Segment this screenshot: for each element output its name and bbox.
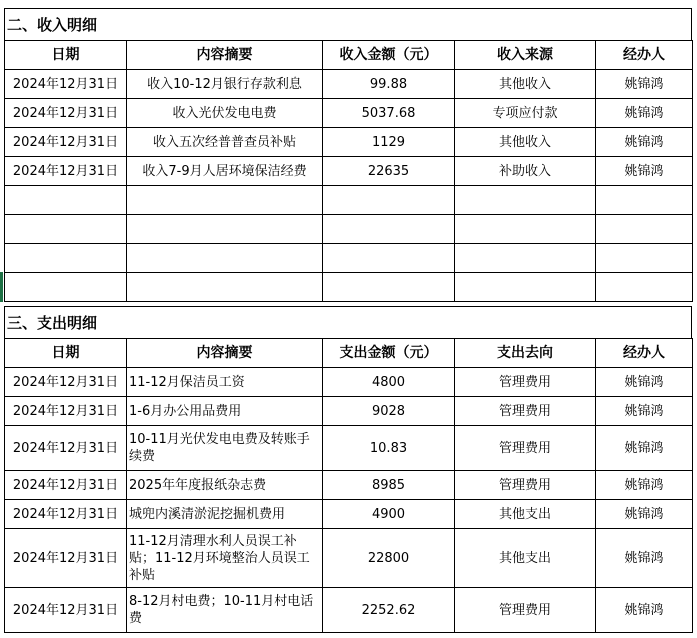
cell-amount[interactable]: 1129	[323, 128, 455, 157]
expense-table	[4, 338, 693, 633]
header-source[interactable]: 收入来源	[455, 41, 596, 70]
cell-date[interactable]: 2024年12月31日	[5, 99, 127, 128]
header-summary[interactable]: 内容摘要	[127, 41, 323, 70]
table-row	[5, 99, 693, 128]
empty-cell[interactable]	[5, 186, 127, 215]
cell-summary[interactable]: 收入10-12月银行存款利息	[127, 70, 323, 99]
empty-cell[interactable]	[127, 273, 323, 302]
cell-date[interactable]: 2024年12月31日	[5, 588, 127, 633]
cell-date[interactable]: 2024年12月31日	[5, 368, 127, 397]
empty-cell[interactable]	[5, 215, 127, 244]
cell-summary[interactable]: 收入7-9月人居环境保洁经费	[127, 157, 323, 186]
empty-cell[interactable]	[596, 186, 693, 215]
cell-handler[interactable]: 姚锦鸿	[596, 368, 693, 397]
empty-cell[interactable]	[127, 244, 323, 273]
table-row	[5, 397, 693, 426]
cell-summary[interactable]: 11-12月保洁员工资	[127, 368, 323, 397]
header-amount[interactable]: 支出金额（元）	[323, 339, 455, 368]
empty-cell[interactable]	[455, 244, 596, 273]
cell-date[interactable]: 2024年12月31日	[5, 529, 127, 588]
cell-destination[interactable]: 管理费用	[455, 397, 596, 426]
empty-row	[5, 215, 693, 244]
cell-amount[interactable]: 22800	[323, 529, 455, 588]
cell-date[interactable]: 2024年12月31日	[5, 397, 127, 426]
cell-handler[interactable]: 姚锦鸿	[596, 588, 693, 633]
cell-handler[interactable]: 姚锦鸿	[596, 70, 693, 99]
cell-destination[interactable]: 管理费用	[455, 426, 596, 471]
empty-cell[interactable]	[5, 273, 127, 302]
cell-summary[interactable]: 收入五次经普普查员补贴	[127, 128, 323, 157]
expense-header-row	[5, 339, 693, 368]
empty-cell[interactable]	[127, 215, 323, 244]
cell-amount[interactable]: 8985	[323, 471, 455, 500]
empty-row	[5, 244, 693, 273]
cell-summary[interactable]: 8-12月村电费；10-11月村电话费	[127, 588, 323, 633]
cell-amount[interactable]: 4800	[323, 368, 455, 397]
empty-cell[interactable]	[455, 186, 596, 215]
empty-cell[interactable]	[596, 244, 693, 273]
cell-destination[interactable]: 管理费用	[455, 471, 596, 500]
cell-source[interactable]: 专项应付款	[455, 99, 596, 128]
expense-section-title[interactable]: 三、支出明细	[4, 306, 692, 338]
income-section-title[interactable]: 二、收入明细	[4, 8, 692, 40]
table-row	[5, 70, 693, 99]
empty-cell[interactable]	[323, 273, 455, 302]
cell-summary[interactable]: 收入光伏发电电费	[127, 99, 323, 128]
header-handler[interactable]: 经办人	[596, 41, 693, 70]
empty-cell[interactable]	[323, 186, 455, 215]
table-row	[5, 500, 693, 529]
empty-row	[5, 186, 693, 215]
empty-cell[interactable]	[455, 215, 596, 244]
spreadsheet	[4, 8, 692, 633]
cell-handler[interactable]: 姚锦鸿	[596, 99, 693, 128]
header-date[interactable]: 日期	[5, 41, 127, 70]
table-row	[5, 529, 693, 588]
header-handler[interactable]: 经办人	[596, 339, 693, 368]
cell-handler[interactable]: 姚锦鸿	[596, 128, 693, 157]
cell-amount[interactable]: 9028	[323, 397, 455, 426]
cell-date[interactable]: 2024年12月31日	[5, 70, 127, 99]
header-summary[interactable]: 内容摘要	[127, 339, 323, 368]
income-table	[4, 40, 693, 302]
cell-amount[interactable]: 99.88	[323, 70, 455, 99]
empty-cell[interactable]	[323, 244, 455, 273]
cell-date[interactable]: 2024年12月31日	[5, 500, 127, 529]
cell-summary[interactable]: 城兜内溪清淤泥挖掘机费用	[127, 500, 323, 529]
cell-amount[interactable]: 5037.68	[323, 99, 455, 128]
cell-destination[interactable]: 其他支出	[455, 500, 596, 529]
table-row	[5, 157, 693, 186]
empty-cell[interactable]	[596, 273, 693, 302]
cell-summary[interactable]: 10-11月光伏发电电费及转账手续费	[127, 426, 323, 471]
cell-handler[interactable]: 姚锦鸿	[596, 157, 693, 186]
cell-summary[interactable]: 11-12月清理水利人员误工补贴；11-12月环境整治人员误工补贴	[127, 529, 323, 588]
cell-destination[interactable]: 其他支出	[455, 529, 596, 588]
cell-amount[interactable]: 10.83	[323, 426, 455, 471]
cell-handler[interactable]: 姚锦鸿	[596, 500, 693, 529]
active-cell-marker	[0, 272, 3, 302]
income-header-row	[5, 41, 693, 70]
cell-amount[interactable]: 4900	[323, 500, 455, 529]
cell-amount[interactable]: 2252.62	[323, 588, 455, 633]
table-row	[5, 368, 693, 397]
table-row	[5, 426, 693, 471]
cell-source[interactable]: 其他收入	[455, 70, 596, 99]
table-row	[5, 471, 693, 500]
cell-destination[interactable]: 管理费用	[455, 588, 596, 633]
empty-cell[interactable]	[596, 215, 693, 244]
cell-summary[interactable]: 1-6月办公用品费用	[127, 397, 323, 426]
cell-summary[interactable]: 2025年年度报纸杂志费	[127, 471, 323, 500]
cell-amount[interactable]: 22635	[323, 157, 455, 186]
table-row	[5, 588, 693, 633]
empty-cell[interactable]	[127, 186, 323, 215]
empty-cell[interactable]	[5, 244, 127, 273]
cell-date[interactable]: 2024年12月31日	[5, 128, 127, 157]
header-date[interactable]: 日期	[5, 339, 127, 368]
header-destination[interactable]: 支出去向	[455, 339, 596, 368]
cell-handler[interactable]: 姚锦鸿	[596, 471, 693, 500]
cell-date[interactable]: 2024年12月31日	[5, 471, 127, 500]
cell-source[interactable]: 补助收入	[455, 157, 596, 186]
empty-row	[5, 273, 693, 302]
cell-source[interactable]: 其他收入	[455, 128, 596, 157]
empty-cell[interactable]	[455, 273, 596, 302]
cell-date[interactable]: 2024年12月31日	[5, 426, 127, 471]
cell-date[interactable]: 2024年12月31日	[5, 157, 127, 186]
cell-handler[interactable]: 姚锦鸿	[596, 426, 693, 471]
header-amount[interactable]: 收入金额（元）	[323, 41, 455, 70]
cell-destination[interactable]: 管理费用	[455, 368, 596, 397]
cell-handler[interactable]: 姚锦鸿	[596, 397, 693, 426]
cell-handler[interactable]: 姚锦鸿	[596, 529, 693, 588]
empty-cell[interactable]	[323, 215, 455, 244]
table-row	[5, 128, 693, 157]
